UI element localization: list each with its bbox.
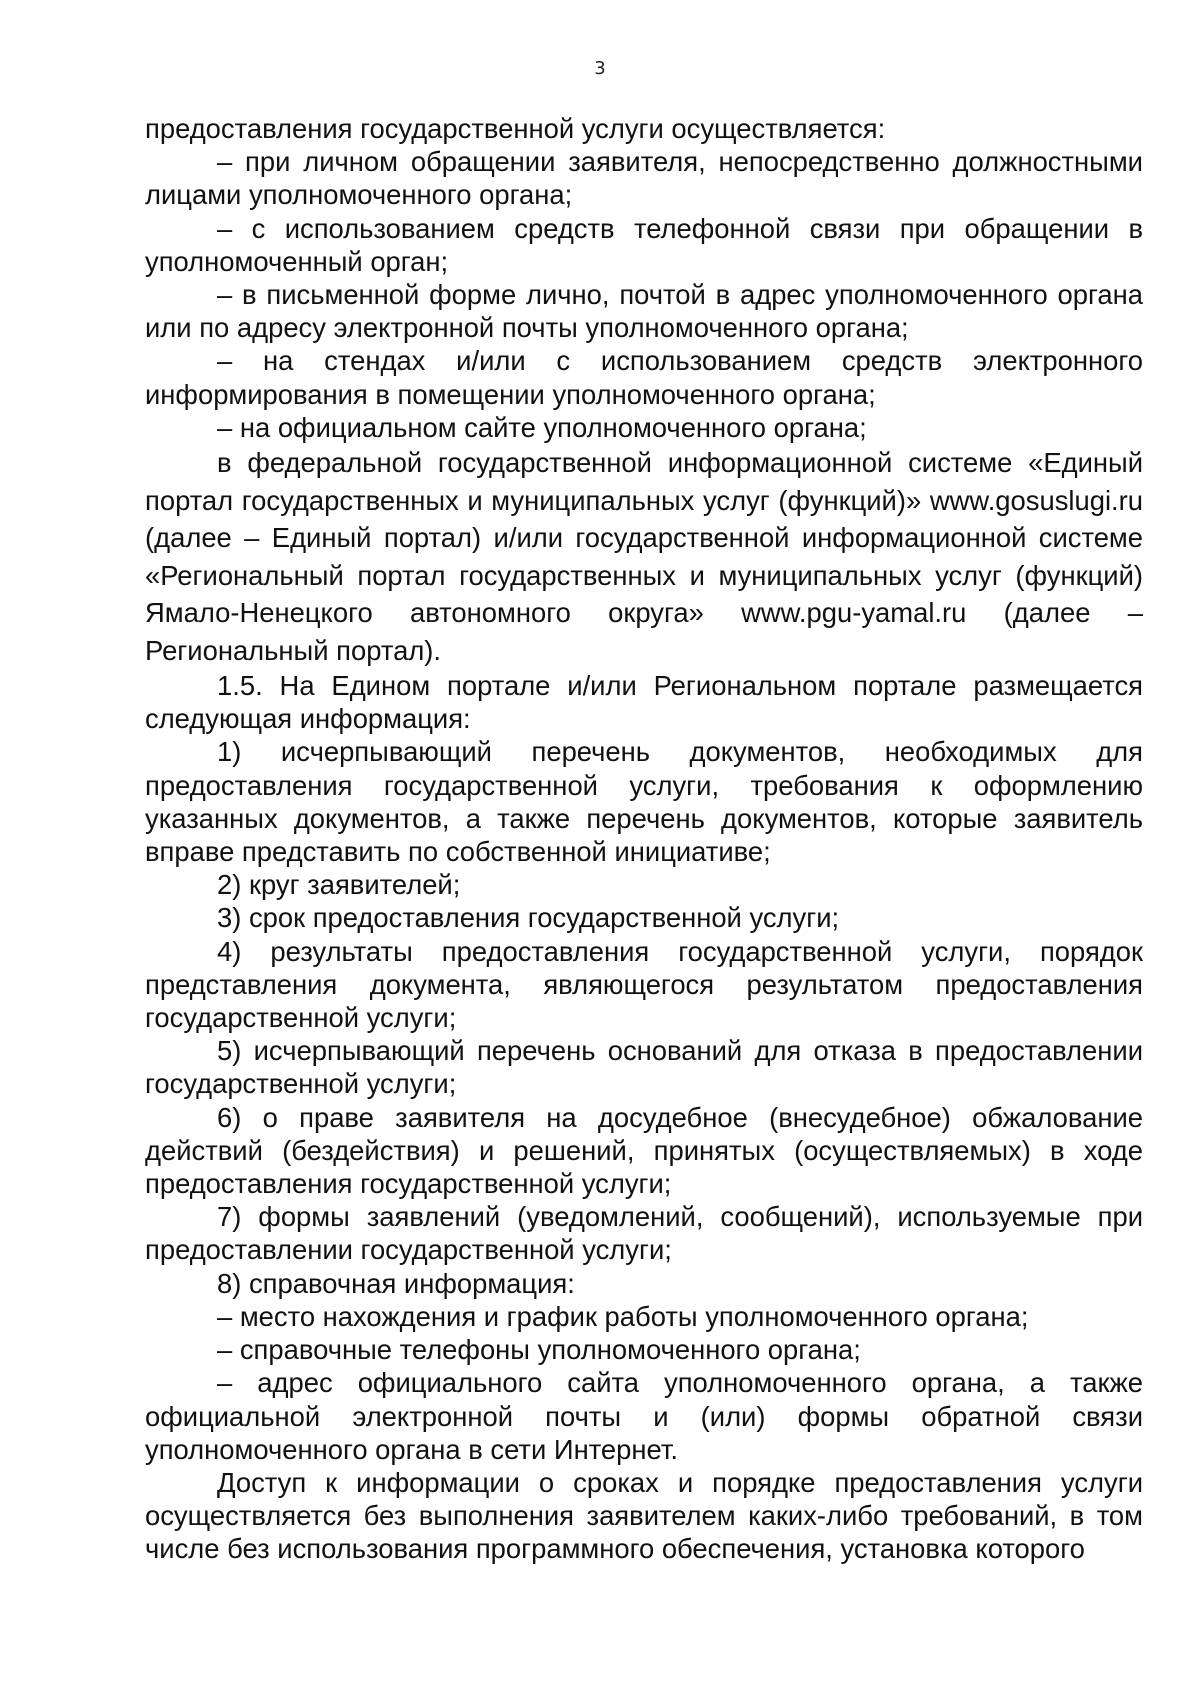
document-body [145, 112, 1143, 1566]
list-item-official-site: – на официальном сайте уполномоченного органа; [217, 411, 867, 443]
list-item-6: 6) о праве заявителя на досудебное (внесудебное) обжалование действий (бездействия) и решений, принятых (осуществляемых) в ходе предоставления государственной услуги; [145, 1101, 1143, 1200]
list-item-7: 7) формы заявлений (уведомлений, сообщений), используемые при предоставлении государственной услуги; [145, 1201, 1143, 1266]
list-item-written-form: – в письменной форме лично, почтой в адрес уполномоченного органа или по адресу электронной почты уполномоченного органа; [145, 279, 1143, 344]
list-item-8-location: – место нахождения и график работы уполномоченного органа; [217, 1300, 1029, 1332]
paragraph-portals: в федеральной государственной информационной системе «Единый портал государственных и муниципальных услуг (функций)» www.gosuslugi.ru (далее – Единый портал) и/или государственной информационной системе «Региональный портал государственных и муниципальных услуг (функций) Ямало-Ненецкого автономного округа» www.pgu-yamal.ru (далее – Региональный портал). [145, 447, 1143, 666]
list-item-stands: – на стендах и/или с использованием средств электронного информирования в помещении уполномоченного органа; [145, 345, 1143, 410]
list-item-5: 5) исчерпывающий перечень оснований для отказа в предоставлении государственной услуги; [145, 1035, 1143, 1100]
list-item-8: 8) справочная информация: [217, 1267, 575, 1299]
page-number: 3 [594, 58, 606, 79]
list-item-8-website: – адрес официального сайта уполномоченного органа, а также официальной электронной почты и (или) формы обратной связи уполномоченного органа в сети Интернет. [145, 1367, 1143, 1465]
paragraph-intro: предоставления государственной услуги осуществляется: [145, 113, 886, 144]
list-item-1: 1) исчерпывающий перечень документов, необходимых для предоставления государственной услуги, требования к оформлению указанных документов, а также перечень документов, которые заявитель вправе представить по собственной инициативе; [145, 736, 1143, 868]
list-item-3: 3) срок предоставления государственной услуги; [217, 902, 840, 934]
list-item-2: 2) круг заявителей; [217, 869, 461, 901]
list-item-phone: – с использованием средств телефонной связи при обращении в уполномоченный орган; [145, 212, 1143, 277]
list-item-personal-visit: – при личном обращении заявителя, непосредственно должностными лицами уполномоченного органа; [145, 146, 1143, 211]
section-1-5: 1.5. На Едином портале и/или Региональном портале размещается следующая информация: [145, 670, 1143, 735]
list-item-4: 4) результаты предоставления государственной услуги, порядок представления документа, являющегося результатом предоставления государственной услуги; [145, 935, 1143, 1034]
paragraph-access: Доступ к информации о сроках и порядке предоставления услуги осуществляется без выполнения заявителем каких-либо требований, в том числе без использования программного обеспечения, установка которого [145, 1466, 1143, 1565]
list-item-8-phones: – справочные телефоны уполномоченного органа; [217, 1334, 861, 1366]
